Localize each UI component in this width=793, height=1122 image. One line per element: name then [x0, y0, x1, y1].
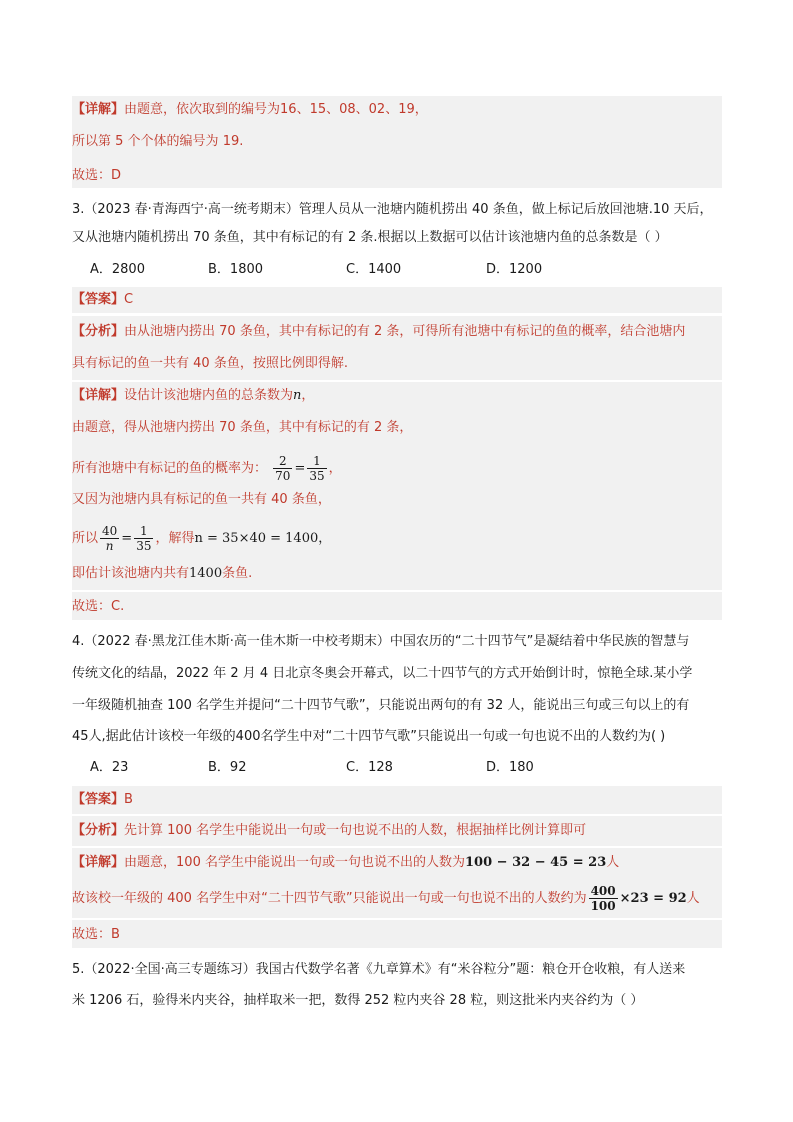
fraction: $\frac{40}{n}$ — [102, 524, 118, 553]
q3-answer: 【答案】C — [72, 292, 134, 307]
q3-option-c: C．1400 — [346, 262, 402, 277]
q4-detail-line-1: 【详解】由题意，100 名学生中能说出一句或一句也说不出的人数为100 − 32 − 45 = 23人 — [72, 855, 620, 870]
q4-answer: 【答案】B — [72, 792, 133, 807]
q5-stem-line-1: 5.（2022·全国·高三专题练习）我国古代数学名著《九章算术》有“米谷粒分”题：粮仓开仓收粮，有人送来 — [72, 962, 686, 977]
q2-detail-line: 【详解】由题意，依次取到的编号为16、15、08、02、19， — [72, 102, 428, 117]
q5-stem-line-2: 米 1206 石，验得米内夹谷，抽样取米一把，数得 252 粒内夹谷 28 粒，则这批米内夹谷约为（ ） — [72, 993, 644, 1008]
detail-block — [72, 382, 722, 590]
q4-option-d: D．180 — [486, 760, 534, 775]
q3-analysis-line-1: 【分析】由从池塘内捞出 70 条鱼，其中有标记的有 2 条，可得所有池塘中有标记的鱼的概率，结合池塘内 — [72, 324, 686, 339]
q3-detail-line-6: 即估计该池塘内共有1400条鱼. — [72, 566, 253, 581]
q3-option-b: B．1800 — [208, 262, 264, 277]
q4-analysis: 【分析】先计算 100 名学生中能说出一句或一句也说不出的人数，根据抽样比例计算即可 — [72, 823, 587, 838]
q4-choice: 故选：B — [72, 927, 120, 942]
q3-choice: 故选：C. — [72, 599, 125, 614]
fraction: $\frac{400}{100}$ — [590, 884, 616, 913]
q4-stem-line-3: 一年级随机抽查 100 名学生并提问“二十四节气歌”，只能说出两句的有 32 人，能说出三句或三句以上的有 — [72, 698, 690, 713]
q3-detail-line-2: 由题意，得从池塘内捞出 70 条鱼，其中有标记的有 2 条， — [72, 420, 413, 435]
q4-option-c: C．128 — [346, 760, 393, 775]
q3-analysis-line-2: 具有标记的鱼一共有 40 条鱼，按照比例即得解. — [72, 356, 348, 371]
fraction: $\frac{1}{35}$ — [309, 454, 325, 483]
detail-tag: 【详解】 — [72, 102, 125, 117]
q3-detail-line-4: 又因为池塘内具有标记的鱼一共有 40 条鱼， — [72, 492, 331, 507]
q2-conclusion-line: 所以第 5 个个体的编号为 19. — [72, 134, 244, 149]
fraction: $\frac{1}{35}$ — [136, 524, 152, 553]
q4-stem-line-2: 传统文化的结晶，2022 年 2 月 4 日北京冬奥会开幕式，以二十四节气的方式开始倒计时，惊艳全球.某小学 — [72, 666, 693, 681]
fraction: $\frac{2}{70}$ — [275, 454, 291, 483]
q2-choice: 故选：D — [72, 168, 122, 183]
q3-option-a: A．2800 — [90, 262, 145, 277]
q3-detail-line-3: 所有池塘中有标记的鱼的概率为： $\frac{2}{70}$ = $\frac{1}{35}$ ， — [72, 454, 342, 483]
q3-detail-line-1: 【详解】设估计该池塘内鱼的总条数为n， — [72, 388, 315, 403]
q3-stem-line-1: 3.（2023 春·青海西宁·高一统考期末）管理人员从一池塘内随机捞出 40 条鱼，做上标记后放回池塘.10 天后， — [72, 202, 713, 217]
q4-detail-line-2: 故该校一年级的 400 名学生中对“二十四节气歌”只能说出一句或一句也说不出的人数约为 $\frac{400}{100}$ ×23 = 92人 — [72, 884, 700, 913]
q4-option-b: B．92 — [208, 760, 247, 775]
q4-stem-line-4: 45人,据此估计该校一年级的400名学生中对“二十四节气歌”只能说出一句或一句也说不出的人数约为( ) — [72, 729, 666, 744]
q3-option-d: D．1200 — [486, 262, 543, 277]
q3-stem-line-2: 又从池塘内随机捞出 70 条鱼，其中有标记的有 2 条.根据以上数据可以估计该池塘内鱼的总条数是（ ） — [72, 230, 668, 245]
q3-detail-line-5: 所以 $\frac{40}{n}$ = $\frac{1}{35}$ ，解得n = 35×40 = 1400， — [72, 524, 332, 553]
q4-option-a: A．23 — [90, 760, 129, 775]
q4-stem-line-1: 4.（2022 春·黑龙江佳木斯·高一佳木斯一中校考期末）中国农历的“二十四节气”是凝结着中华民族的智慧与 — [72, 634, 690, 649]
